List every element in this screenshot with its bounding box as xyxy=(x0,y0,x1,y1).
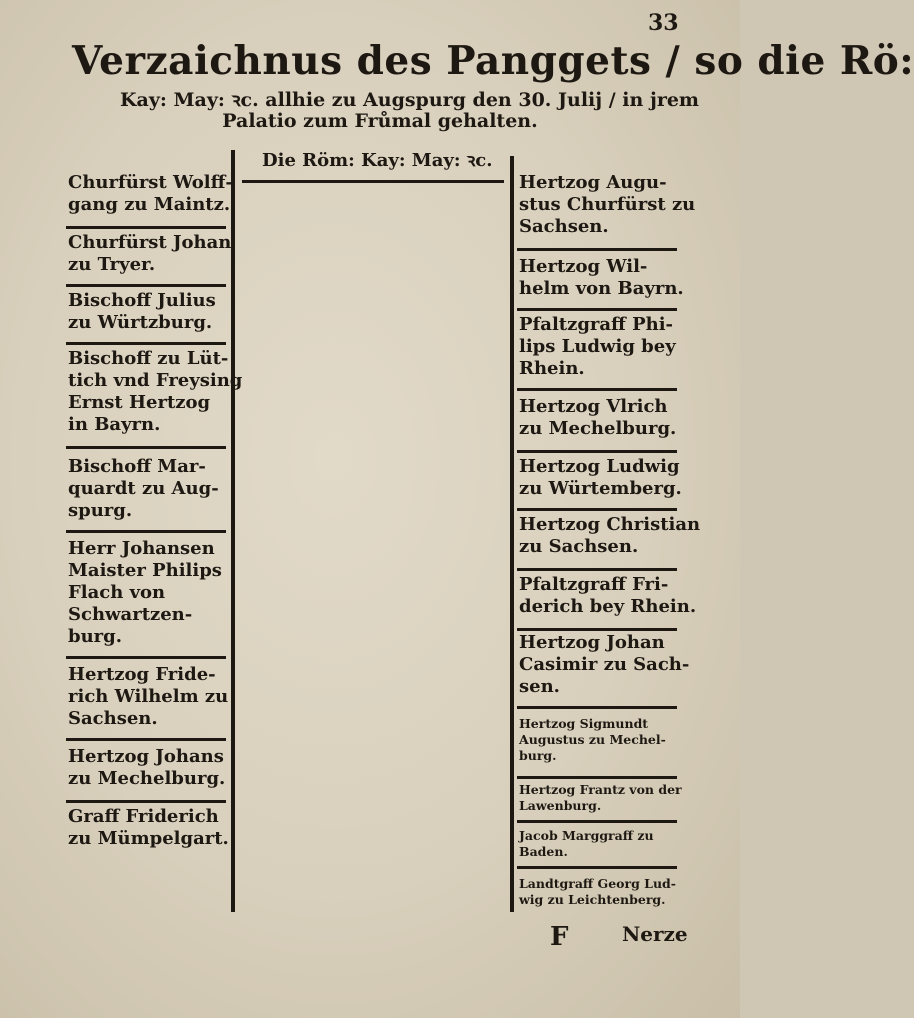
right-entry-1 xyxy=(519,172,695,238)
right-entry-11 xyxy=(519,828,654,860)
left-entry-line: zu Mechelburg. xyxy=(68,768,226,789)
right-entry-line: stus Churfürst zu xyxy=(519,194,696,215)
right-entry-line: derich bey Rhein. xyxy=(519,596,697,617)
left-entry-line: Flach von xyxy=(68,582,166,603)
left-entry-2 xyxy=(68,232,231,276)
right-entry-9 xyxy=(519,716,666,764)
right-separator-rule xyxy=(517,308,677,311)
left-entry-8 xyxy=(68,746,225,790)
right-separator-rule xyxy=(517,776,677,779)
right-entry-line: Casimir zu Sach- xyxy=(519,654,690,675)
right-entry-line: Pfaltzgraff Fri- xyxy=(519,574,669,595)
right-entry-line: Hertzog Augu- xyxy=(519,172,667,193)
left-entry-line: rich Wilhelm zu xyxy=(68,686,229,707)
left-entry-line: Sachsen. xyxy=(68,708,158,729)
right-separator-rule xyxy=(517,450,677,453)
right-entry-line: Baden. xyxy=(519,844,568,859)
page-number: 33 xyxy=(648,10,679,36)
right-entry-12 xyxy=(519,876,676,908)
left-entry-line: burg. xyxy=(68,626,123,647)
left-entry-line: Churfürst Wolff- xyxy=(68,172,233,193)
left-entry-line: zu Mümpelgart. xyxy=(68,828,229,849)
left-separator-rule xyxy=(66,446,226,449)
left-entry-line: in Bayrn. xyxy=(68,414,161,435)
right-entry-4 xyxy=(519,396,676,440)
left-entry-9 xyxy=(68,806,229,850)
right-separator-rule xyxy=(517,248,677,251)
right-entry-line: lips Ludwig bey xyxy=(519,336,676,357)
left-entry-line: quardt zu Aug- xyxy=(68,478,219,499)
catchword: Nerze xyxy=(622,922,688,946)
left-entry-4 xyxy=(68,348,242,436)
left-entry-line: zu Würtzburg. xyxy=(68,312,213,333)
right-entry-line: Sachsen. xyxy=(519,216,609,237)
title-line-1: Verzaichnus des Panggets / so die Rö: xyxy=(72,38,914,84)
right-entry-line: zu Mechelburg. xyxy=(519,418,677,439)
left-separator-rule xyxy=(66,656,226,659)
right-entry-line: Hertzog Christian xyxy=(519,514,701,535)
right-entry-line: sen. xyxy=(519,676,560,697)
right-entry-line: zu Würtemberg. xyxy=(519,478,682,499)
right-entry-line: wig zu Leichtenberg. xyxy=(519,892,666,907)
right-separator-rule xyxy=(517,508,677,511)
right-vertical-rule xyxy=(510,156,514,912)
right-entry-line: Hertzog Ludwig xyxy=(519,456,680,477)
left-entry-line: Graff Friderich xyxy=(68,806,219,827)
right-entry-line: Augustus zu Mechel- xyxy=(519,732,666,747)
right-entry-line: Lawenburg. xyxy=(519,798,602,813)
right-separator-rule xyxy=(517,388,677,391)
left-separator-rule xyxy=(66,738,226,741)
left-entry-line: tich vnd Freysing xyxy=(68,370,243,391)
right-entry-line: Rhein. xyxy=(519,358,585,379)
left-entry-3 xyxy=(68,290,216,334)
left-entry-line: Herr Johansen xyxy=(68,538,215,559)
right-entry-10 xyxy=(519,782,682,814)
signature-mark: F xyxy=(550,922,569,952)
right-entry-line: Hertzog Vlrich xyxy=(519,396,668,417)
center-heading: Die Röm: Kay: May: ꝛc. xyxy=(262,150,493,171)
left-entry-line: Hertzog Johans xyxy=(68,746,224,767)
left-entry-1 xyxy=(68,172,233,216)
right-separator-rule xyxy=(517,820,677,823)
left-separator-rule xyxy=(66,342,226,345)
right-entry-7 xyxy=(519,574,696,618)
title-line-2: Kay: May: ꝛc. allhie zu Augspurg den 30. Julij / in jrem xyxy=(120,89,700,111)
right-entry-line: Hertzog Sigmundt xyxy=(519,716,649,731)
right-entry-line: Pfaltzgraff Phi- xyxy=(519,314,674,335)
right-entry-8 xyxy=(519,632,689,698)
right-entry-line: Hertzog Wil- xyxy=(519,256,648,277)
right-entry-line: burg. xyxy=(519,748,557,763)
right-separator-rule xyxy=(517,568,677,571)
left-entry-line: Bischoff Julius xyxy=(68,290,216,311)
left-entry-5 xyxy=(68,456,219,522)
left-vertical-rule xyxy=(231,150,235,912)
right-entry-line: zu Sachsen. xyxy=(519,536,639,557)
left-separator-rule xyxy=(66,530,226,533)
left-entry-line: Churfürst Johan xyxy=(68,232,232,253)
right-entry-line: helm von Bayrn. xyxy=(519,278,684,299)
left-entry-line: gang zu Maintz. xyxy=(68,194,231,215)
center-heading-rule xyxy=(242,180,504,183)
right-separator-rule xyxy=(517,706,677,709)
right-entry-line: Hertzog Johan xyxy=(519,632,665,653)
left-entry-line: Hertzog Fride- xyxy=(68,664,216,685)
left-separator-rule xyxy=(66,284,226,287)
right-entry-2 xyxy=(519,256,684,300)
left-entry-line: Maister Philips xyxy=(68,560,222,581)
right-separator-rule xyxy=(517,628,677,631)
left-entry-line: spurg. xyxy=(68,500,133,521)
left-entry-7 xyxy=(68,664,228,730)
left-separator-rule xyxy=(66,226,226,229)
right-entry-3 xyxy=(519,314,676,380)
left-entry-line: Bischoff Mar- xyxy=(68,456,206,477)
right-separator-rule xyxy=(517,866,677,869)
right-entry-line: Jacob Marggraff zu xyxy=(519,828,654,843)
left-entry-line: zu Tryer. xyxy=(68,254,156,275)
title-line-3: Palatio zum Frůmal gehalten. xyxy=(222,110,538,132)
right-entry-line: Landtgraff Georg Lud- xyxy=(519,876,676,891)
left-separator-rule xyxy=(66,800,226,803)
right-entry-line: Hertzog Frantz von der xyxy=(519,782,682,797)
right-entry-6 xyxy=(519,514,700,558)
left-entry-line: Schwartzen- xyxy=(68,604,193,625)
left-entry-line: Bischoff zu Lüt- xyxy=(68,348,229,369)
right-entry-5 xyxy=(519,456,682,500)
left-entry-line: Ernst Hertzog xyxy=(68,392,211,413)
left-entry-6 xyxy=(68,538,222,648)
